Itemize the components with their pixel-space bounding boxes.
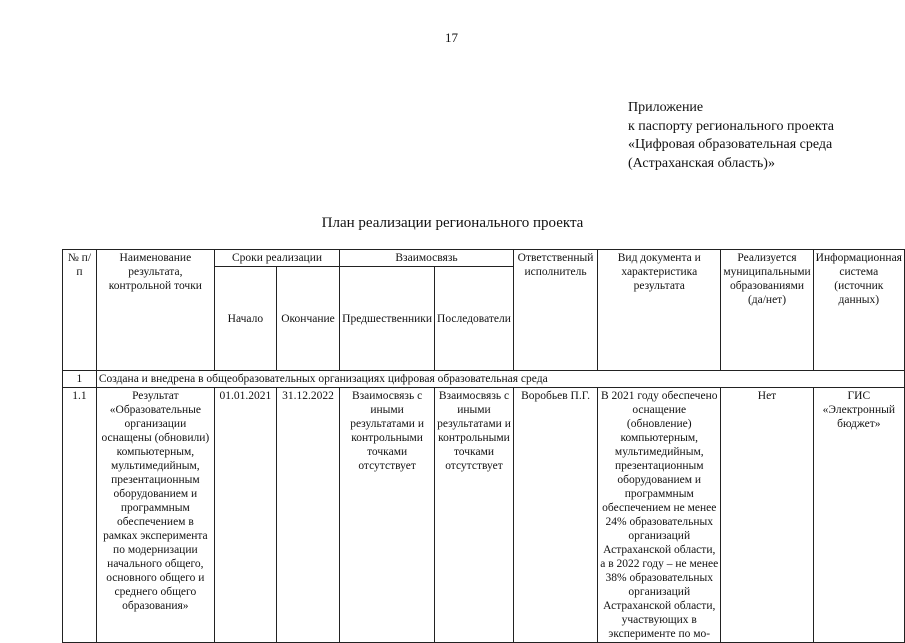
header-num: № п/п <box>63 250 97 371</box>
section-row <box>63 371 905 388</box>
header-doc-type: Вид документа и характеристика результата <box>598 250 721 371</box>
section-num: 1 <box>63 371 97 388</box>
row-info-system: ГИС «Электронный бюджет» <box>813 388 904 643</box>
header-terms: Сроки реализации <box>214 250 339 267</box>
header-info-system: Информационная система (источник данных) <box>813 250 904 371</box>
row-end: 31.12.2022 <box>276 388 339 643</box>
appendix-line: Приложение <box>628 100 704 115</box>
appendix-caption <box>628 99 834 173</box>
section-title: Создана и внедрена в общеобразовательных организациях цифровая образовательная среда <box>96 371 904 388</box>
header-name: Наименование результата, контрольной точки <box>96 250 214 371</box>
page-number: 17 <box>445 30 458 45</box>
document-title: План реализации регионального проекта <box>321 215 584 231</box>
row-start: 01.01.2021 <box>214 388 276 643</box>
header-start: Начало <box>214 267 276 371</box>
header-responsible: Ответственный исполнитель <box>513 250 597 371</box>
table-row <box>63 388 905 643</box>
appendix-line: к паспорту регионального проекта <box>628 118 834 134</box>
row-num: 1.1 <box>63 388 97 643</box>
row-doc-type: В 2021 году обеспечено оснащение (обновление) компьютерным, мультимедийным, презентационным оборудованием и программным обеспечением не менее 24% образовательных организаций Астраханской области, а в 2022 году – не менее 38% образовательных организаций Астраханской области, участвующих в эксперименте по мо- <box>598 388 721 643</box>
header-predecessors: Предшественники <box>340 267 435 371</box>
row-name: Результат «Образовательные организации оснащены (обновили) компьютерным, мультимедийным, презентационным оборудованием и программным обеспечением в рамках эксперимента по модернизации начального общего, основного общего и среднего общего образования» <box>96 388 214 643</box>
header-municipal: Реализуется муниципальными образованиями (да/нет) <box>721 250 813 371</box>
header-end: Окончание <box>276 267 339 371</box>
header-relation: Взаимосвязь <box>340 250 514 267</box>
appendix-line: (Астраханская область)» <box>628 155 775 171</box>
plan-table <box>62 249 905 643</box>
header-row-1 <box>63 250 905 267</box>
row-predecessors: Взаимосвязь с иными результатами и контрольными точками отсутствует <box>340 388 435 643</box>
appendix-line: «Цифровая образовательная среда <box>628 137 833 152</box>
row-responsible: Воробьев П.Г. <box>513 388 597 643</box>
row-successors: Взаимосвязь с иными результатами и контрольными точками отсутствует <box>435 388 514 643</box>
header-successors: Последователи <box>435 267 514 371</box>
row-municipal: Нет <box>721 388 813 643</box>
